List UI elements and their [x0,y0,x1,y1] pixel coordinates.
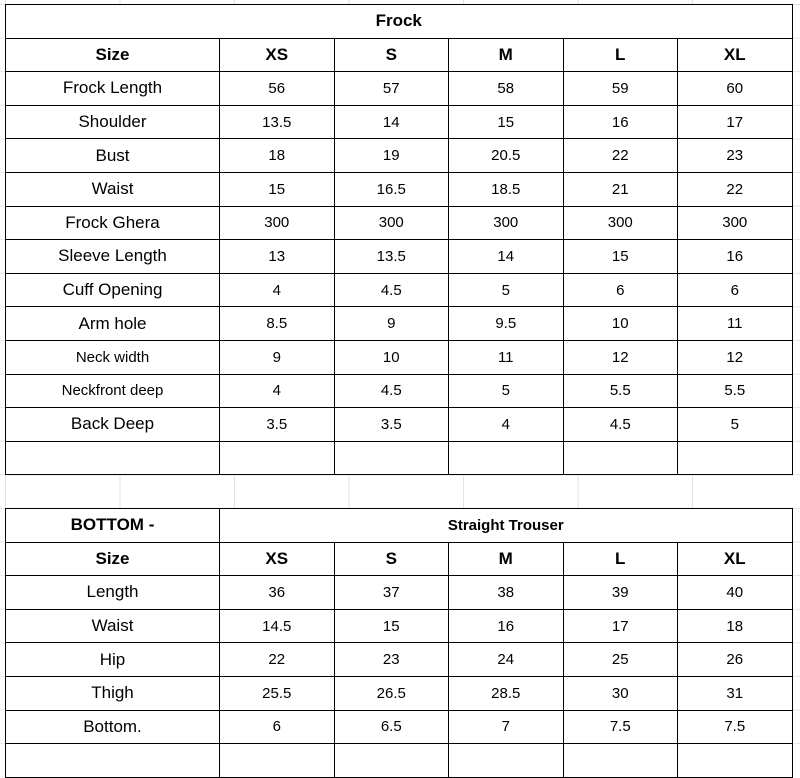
value-cell[interactable]: 31 [678,676,793,710]
value-cell[interactable]: 4 [220,374,335,408]
value-cell[interactable]: 12 [563,340,678,374]
row-label-cell[interactable]: Frock Ghera [6,206,220,240]
value-cell[interactable]: 17 [563,609,678,643]
value-cell[interactable]: 4 [449,408,564,442]
value-cell[interactable]: 300 [678,206,793,240]
table-row [6,240,793,274]
value-cell[interactable]: 40 [678,576,793,610]
value-cell[interactable]: 4 [220,273,335,307]
value-cell[interactable]: 24 [449,643,564,677]
value-cell[interactable]: 300 [220,206,335,240]
value-cell[interactable]: 7.5 [678,710,793,744]
value-cell[interactable]: 22 [563,139,678,173]
value-cell[interactable]: 5 [449,273,564,307]
table-row [6,206,793,240]
empty-cell[interactable] [220,744,335,778]
header-cell-size[interactable]: Size [6,542,220,576]
value-cell[interactable]: 13 [220,240,335,274]
row-label-cell[interactable]: Bust [6,139,220,173]
empty-row [6,744,793,778]
value-cell[interactable]: 11 [449,340,564,374]
empty-cell[interactable] [334,744,449,778]
value-cell[interactable]: 12 [678,340,793,374]
empty-cell[interactable] [563,441,678,475]
header-cell-m[interactable]: M [449,38,564,72]
header-cell-xl[interactable]: XL [678,542,793,576]
value-cell[interactable]: 15 [334,609,449,643]
bottom-title-row [6,509,793,543]
value-cell[interactable]: 14 [449,240,564,274]
table-row [6,105,793,139]
row-label-cell[interactable]: Hip [6,643,220,677]
empty-cell[interactable] [6,744,220,778]
table-row [6,139,793,173]
value-cell[interactable]: 10 [563,307,678,341]
header-cell-xl[interactable]: XL [678,38,793,72]
value-cell[interactable]: 25 [563,643,678,677]
value-cell[interactable]: 38 [449,576,564,610]
table-row [6,710,793,744]
value-cell[interactable]: 6 [678,273,793,307]
value-cell[interactable]: 16.5 [334,172,449,206]
value-cell[interactable]: 7.5 [563,710,678,744]
frock-size-table [5,4,793,475]
empty-cell[interactable] [563,744,678,778]
row-label-cell[interactable]: Sleeve Length [6,240,220,274]
bottom-label-cell[interactable]: BOTTOM - [6,509,220,543]
header-cell-l[interactable]: L [563,38,678,72]
value-cell[interactable]: 58 [449,72,564,106]
frock-title-row [6,5,793,39]
value-cell[interactable]: 7 [449,710,564,744]
header-cell-l[interactable]: L [563,542,678,576]
value-cell[interactable]: 17 [678,105,793,139]
value-cell[interactable]: 22 [220,643,335,677]
value-cell[interactable]: 11 [678,307,793,341]
row-label-cell[interactable]: Frock Length [6,72,220,106]
value-cell[interactable]: 16 [449,609,564,643]
value-cell[interactable]: 59 [563,72,678,106]
value-cell[interactable]: 25.5 [220,676,335,710]
value-cell[interactable]: 56 [220,72,335,106]
value-cell[interactable]: 23 [678,139,793,173]
value-cell[interactable]: 28.5 [449,676,564,710]
value-cell[interactable]: 36 [220,576,335,610]
value-cell[interactable]: 16 [563,105,678,139]
value-cell[interactable]: 13.5 [220,105,335,139]
value-cell[interactable]: 4.5 [563,408,678,442]
table-row [6,609,793,643]
frock-title-cell[interactable]: Frock [6,5,793,39]
row-label-cell[interactable]: Shoulder [6,105,220,139]
value-cell[interactable]: 20.5 [449,139,564,173]
row-label-cell[interactable]: Thigh [6,676,220,710]
bottom-title-cell[interactable]: Straight Trouser [220,509,793,543]
value-cell[interactable]: 26 [678,643,793,677]
value-cell[interactable]: 26.5 [334,676,449,710]
table-row [6,408,793,442]
value-cell[interactable]: 60 [678,72,793,106]
value-cell[interactable]: 5.5 [678,374,793,408]
value-cell[interactable]: 37 [334,576,449,610]
row-label-cell[interactable]: Neckfront deep [6,374,220,408]
value-cell[interactable]: 4.5 [334,374,449,408]
value-cell[interactable]: 300 [334,206,449,240]
header-cell-size[interactable]: Size [6,38,220,72]
value-cell[interactable]: 3.5 [334,408,449,442]
value-cell[interactable]: 16 [678,240,793,274]
value-cell[interactable]: 14 [334,105,449,139]
value-cell[interactable]: 15 [449,105,564,139]
value-cell[interactable]: 15 [220,172,335,206]
value-cell[interactable]: 10 [334,340,449,374]
value-cell[interactable]: 18.5 [449,172,564,206]
value-cell[interactable]: 4.5 [334,273,449,307]
value-cell[interactable]: 300 [563,206,678,240]
header-cell-s[interactable]: S [334,38,449,72]
value-cell[interactable]: 6.5 [334,710,449,744]
table-row [6,643,793,677]
header-cell-m[interactable]: M [449,542,564,576]
value-cell[interactable]: 18 [220,139,335,173]
row-label-cell[interactable]: Length [6,576,220,610]
value-cell[interactable]: 57 [334,72,449,106]
value-cell[interactable]: 39 [563,576,678,610]
empty-cell[interactable] [6,441,220,475]
value-cell[interactable]: 5.5 [563,374,678,408]
value-cell[interactable]: 18 [678,609,793,643]
value-cell[interactable]: 14.5 [220,609,335,643]
bottom-header-row [6,542,793,576]
row-label-cell[interactable]: Neck width [6,340,220,374]
value-cell[interactable]: 30 [563,676,678,710]
value-cell[interactable]: 19 [334,139,449,173]
value-cell[interactable]: 6 [563,273,678,307]
bottom-size-table [5,508,793,778]
row-label-cell[interactable]: Waist [6,609,220,643]
value-cell[interactable]: 300 [449,206,564,240]
empty-cell[interactable] [220,441,335,475]
value-cell[interactable]: 13.5 [334,240,449,274]
table-row [6,340,793,374]
table-row [6,576,793,610]
value-cell[interactable]: 3.5 [220,408,335,442]
table-row [6,273,793,307]
row-label-cell[interactable]: Back Deep [6,408,220,442]
header-cell-xs[interactable]: XS [220,542,335,576]
table-row [6,72,793,106]
value-cell[interactable]: 5 [678,408,793,442]
empty-cell[interactable] [334,441,449,475]
empty-row [6,441,793,475]
value-cell[interactable]: 6 [220,710,335,744]
table-row [6,676,793,710]
value-cell[interactable]: 15 [563,240,678,274]
value-cell[interactable]: 5 [449,374,564,408]
value-cell[interactable]: 9 [220,340,335,374]
value-cell[interactable]: 22 [678,172,793,206]
row-label-cell[interactable]: Arm hole [6,307,220,341]
header-cell-xs[interactable]: XS [220,38,335,72]
table-row [6,172,793,206]
header-cell-s[interactable]: S [334,542,449,576]
empty-cell[interactable] [678,441,793,475]
table-row [6,374,793,408]
table-row [6,307,793,341]
value-cell[interactable]: 9 [334,307,449,341]
row-label-cell[interactable]: Waist [6,172,220,206]
value-cell[interactable]: 9.5 [449,307,564,341]
row-label-cell[interactable]: Bottom. [6,710,220,744]
frock-header-row [6,38,793,72]
row-label-cell[interactable]: Cuff Opening [6,273,220,307]
value-cell[interactable]: 8.5 [220,307,335,341]
empty-cell[interactable] [678,744,793,778]
value-cell[interactable]: 21 [563,172,678,206]
empty-cell[interactable] [449,441,564,475]
empty-cell[interactable] [449,744,564,778]
value-cell[interactable]: 23 [334,643,449,677]
